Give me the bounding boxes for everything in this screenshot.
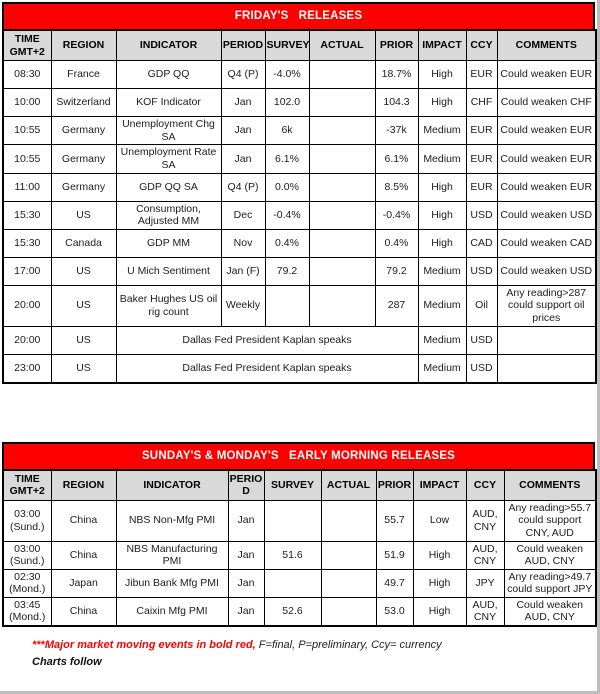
table-cell: Could weaken CAD xyxy=(497,229,596,257)
table-cell: 11:00 xyxy=(3,173,51,201)
table-cell: U Mich Sentiment xyxy=(116,257,221,285)
table-cell: 49.7 xyxy=(376,569,413,597)
table-cell: Jan xyxy=(228,597,264,626)
column-header: PERIOD xyxy=(221,30,265,61)
table-cell: 15:30 xyxy=(3,229,51,257)
table-cell: GDP MM xyxy=(116,229,221,257)
footnote-red-text: ***Major market moving events in bold red, xyxy=(32,639,256,652)
table-cell: CAD xyxy=(466,229,497,257)
table-row xyxy=(3,117,596,145)
table-cell: Dallas Fed President Kaplan speaks xyxy=(116,354,418,383)
table-cell: 0.0% xyxy=(265,173,309,201)
table-cell: 10:00 xyxy=(3,89,51,117)
table-cell: 51.6 xyxy=(264,541,321,569)
column-header: IMPACT xyxy=(413,470,466,501)
table-cell: 20:00 xyxy=(3,285,51,326)
table-banner: SUNDAY'S & MONDAY'S EARLY MORNING RELEASES xyxy=(2,442,595,469)
table-cell: China xyxy=(51,597,116,626)
table-cell: 08:30 xyxy=(3,61,51,89)
table-cell: High xyxy=(418,229,466,257)
table-cell xyxy=(309,145,375,173)
footnote-legend-text: F=final, P=preliminary, Ccy= currency xyxy=(258,639,442,652)
table-cell: 104.3 xyxy=(375,89,418,117)
table-cell: -0.4% xyxy=(375,201,418,229)
table-cell: Could weaken USD xyxy=(497,257,596,285)
table-row xyxy=(3,145,596,173)
table-cell: USD xyxy=(466,257,497,285)
table-banner: FRIDAY'S RELEASES xyxy=(2,2,595,29)
table-row xyxy=(3,201,596,229)
table-cell: EUR xyxy=(466,117,497,145)
table-cell: High xyxy=(418,201,466,229)
table-cell: Any reading>49.7 could support JPY xyxy=(504,569,596,597)
table-cell xyxy=(321,597,376,626)
table-cell: Jan (F) xyxy=(221,257,265,285)
table-cell: -37k xyxy=(375,117,418,145)
column-header: INDICATOR xyxy=(116,470,228,501)
table-cell: 8.5% xyxy=(375,173,418,201)
table-cell: Jan xyxy=(221,89,265,117)
table-cell: EUR xyxy=(466,61,497,89)
table-cell xyxy=(309,285,375,326)
table-cell xyxy=(309,89,375,117)
table-cell xyxy=(265,285,309,326)
table-cell: High xyxy=(418,61,466,89)
column-header: CCY xyxy=(466,30,497,61)
table-cell xyxy=(497,354,596,383)
table-cell xyxy=(309,201,375,229)
table-cell: Germany xyxy=(51,173,116,201)
table-cell: France xyxy=(51,61,116,89)
table-cell: 15:30 xyxy=(3,201,51,229)
table-cell: Jan xyxy=(221,145,265,173)
table-cell: USD xyxy=(466,326,497,354)
table-cell: 6.1% xyxy=(375,145,418,173)
table-cell: Caixin Mfg PMI xyxy=(116,597,228,626)
table-cell: Unemployment Chg SA xyxy=(116,117,221,145)
table-cell: China xyxy=(51,541,116,569)
table-cell: 53.0 xyxy=(376,597,413,626)
column-header: PERIOD xyxy=(228,470,264,501)
table-cell: -4.0% xyxy=(265,61,309,89)
table-cell xyxy=(497,326,596,354)
table-row xyxy=(3,569,596,597)
table-row xyxy=(3,597,596,626)
table-cell: 23:00 xyxy=(3,354,51,383)
table-cell xyxy=(321,541,376,569)
table-cell: EUR xyxy=(466,145,497,173)
header-row xyxy=(3,470,596,501)
table-row xyxy=(3,326,596,354)
table-cell: High xyxy=(413,541,466,569)
table-cell: Baker Hughes US oil rig count xyxy=(116,285,221,326)
table-cell: High xyxy=(418,89,466,117)
column-header: CCY xyxy=(466,470,504,501)
table-cell: GDP QQ SA xyxy=(116,173,221,201)
table-cell: -0.4% xyxy=(265,201,309,229)
charts-follow-note: Charts follow xyxy=(32,655,102,668)
table-cell: USD xyxy=(466,354,497,383)
table-cell: High xyxy=(418,173,466,201)
table-cell: Jan xyxy=(228,500,264,541)
table-cell: 55.7 xyxy=(376,500,413,541)
table-cell: 287 xyxy=(375,285,418,326)
table-cell: China xyxy=(51,500,116,541)
column-header: REGION xyxy=(51,30,116,61)
table-cell xyxy=(309,117,375,145)
column-header: INDICATOR xyxy=(116,30,221,61)
table-cell: 102.0 xyxy=(265,89,309,117)
column-header: COMMENTS xyxy=(497,30,596,61)
table-cell: NBS Non-Mfg PMI xyxy=(116,500,228,541)
table-cell: Medium xyxy=(418,354,466,383)
table-cell xyxy=(309,229,375,257)
table-cell: 03:00 (Sund.) xyxy=(3,541,51,569)
column-header: SURVEY xyxy=(265,30,309,61)
table-cell: 10:55 xyxy=(3,145,51,173)
column-header: PRIOR xyxy=(376,470,413,501)
table-row xyxy=(3,257,596,285)
table-cell: 79.2 xyxy=(265,257,309,285)
table-cell: AUD, CNY xyxy=(466,500,504,541)
table-cell: 0.4% xyxy=(375,229,418,257)
table-cell xyxy=(321,569,376,597)
table-cell: 17:00 xyxy=(3,257,51,285)
table-cell: 0.4% xyxy=(265,229,309,257)
table-row xyxy=(3,173,596,201)
table-cell: 20:00 xyxy=(3,326,51,354)
table-cell: Could weaken AUD, CNY xyxy=(504,597,596,626)
table-cell: Any reading>55.7 could support CNY, AUD xyxy=(504,500,596,541)
table-cell: US xyxy=(51,257,116,285)
column-header: ACTUAL xyxy=(309,30,375,61)
table-cell: Any reading>287 could support oil prices xyxy=(497,285,596,326)
table-cell: JPY xyxy=(466,569,504,597)
table-cell: Consumption, Adjusted MM xyxy=(116,201,221,229)
table-cell: Jan xyxy=(228,541,264,569)
table-cell: Medium xyxy=(418,285,466,326)
column-header: TIME GMT+2 xyxy=(3,30,51,61)
table-cell: Unemployment Rate SA xyxy=(116,145,221,173)
sunday-monday-releases-section xyxy=(2,442,595,628)
table-cell: EUR xyxy=(466,173,497,201)
table-cell: Jan xyxy=(221,117,265,145)
column-header: COMMENTS xyxy=(504,470,596,501)
table-cell: High xyxy=(413,569,466,597)
column-header: PRIOR xyxy=(375,30,418,61)
table-cell: High xyxy=(413,597,466,626)
table-cell: Germany xyxy=(51,145,116,173)
table-row xyxy=(3,285,596,326)
table-cell: Japan xyxy=(51,569,116,597)
table-cell: Jan xyxy=(228,569,264,597)
table-cell: Canada xyxy=(51,229,116,257)
column-header: SURVEY xyxy=(264,470,321,501)
table-cell: Dallas Fed President Kaplan speaks xyxy=(116,326,418,354)
table-cell: Germany xyxy=(51,117,116,145)
table-cell: Weekly xyxy=(221,285,265,326)
table-cell: Medium xyxy=(418,145,466,173)
table-cell: 03:45 (Mond.) xyxy=(3,597,51,626)
friday-releases-table xyxy=(2,29,597,384)
table-cell: Jibun Bank Mfg PMI xyxy=(116,569,228,597)
table-cell: 6.1% xyxy=(265,145,309,173)
table-cell: Medium xyxy=(418,117,466,145)
column-header: TIME GMT+2 xyxy=(3,470,51,501)
sunday-monday-releases-table xyxy=(2,469,597,628)
table-cell: USD xyxy=(466,201,497,229)
table-cell: Switzerland xyxy=(51,89,116,117)
table-cell: 79.2 xyxy=(375,257,418,285)
table-cell: 02:30 (Mond.) xyxy=(3,569,51,597)
friday-releases-section xyxy=(2,2,595,384)
table-cell: GDP QQ xyxy=(116,61,221,89)
table-cell: Medium xyxy=(418,326,466,354)
table-cell xyxy=(321,500,376,541)
table-cell: 18.7% xyxy=(375,61,418,89)
table-cell xyxy=(264,569,321,597)
column-header: REGION xyxy=(51,470,116,501)
column-header: IMPACT xyxy=(418,30,466,61)
table-cell: US xyxy=(51,201,116,229)
header-row xyxy=(3,30,596,61)
table-row xyxy=(3,500,596,541)
table-cell: Medium xyxy=(418,257,466,285)
table-cell: Oil xyxy=(466,285,497,326)
table-cell: Could weaken EUR xyxy=(497,117,596,145)
table-cell: Q4 (P) xyxy=(221,173,265,201)
table-cell xyxy=(264,500,321,541)
table-cell: Q4 (P) xyxy=(221,61,265,89)
table-cell xyxy=(309,61,375,89)
table-row xyxy=(3,541,596,569)
table-cell: Could weaken EUR xyxy=(497,61,596,89)
footnote xyxy=(32,639,600,653)
table-cell: Could weaken CHF xyxy=(497,89,596,117)
table-row xyxy=(3,354,596,383)
table-cell: Could weaken AUD, CNY xyxy=(504,541,596,569)
table-cell: 51.9 xyxy=(376,541,413,569)
table-cell: Could weaken EUR xyxy=(497,145,596,173)
table-cell: AUD, CNY xyxy=(466,597,504,626)
table-cell: Low xyxy=(413,500,466,541)
table-cell: KOF Indicator xyxy=(116,89,221,117)
table-cell: 10:55 xyxy=(3,117,51,145)
table-cell: US xyxy=(51,285,116,326)
table-cell: Could weaken EUR xyxy=(497,173,596,201)
table-cell: Nov xyxy=(221,229,265,257)
table-cell xyxy=(309,257,375,285)
table-cell: Could weaken USD xyxy=(497,201,596,229)
table-cell: NBS Manufacturing PMI xyxy=(116,541,228,569)
table-cell: CHF xyxy=(466,89,497,117)
table-row xyxy=(3,229,596,257)
table-row xyxy=(3,61,596,89)
table-cell: Dec xyxy=(221,201,265,229)
table-cell xyxy=(309,173,375,201)
table-cell: US xyxy=(51,326,116,354)
table-cell: 52.6 xyxy=(264,597,321,626)
table-cell: US xyxy=(51,354,116,383)
table-row xyxy=(3,89,596,117)
table-cell: 6k xyxy=(265,117,309,145)
table-cell: AUD, CNY xyxy=(466,541,504,569)
column-header: ACTUAL xyxy=(321,470,376,501)
table-cell: 03:00 (Sund.) xyxy=(3,500,51,541)
